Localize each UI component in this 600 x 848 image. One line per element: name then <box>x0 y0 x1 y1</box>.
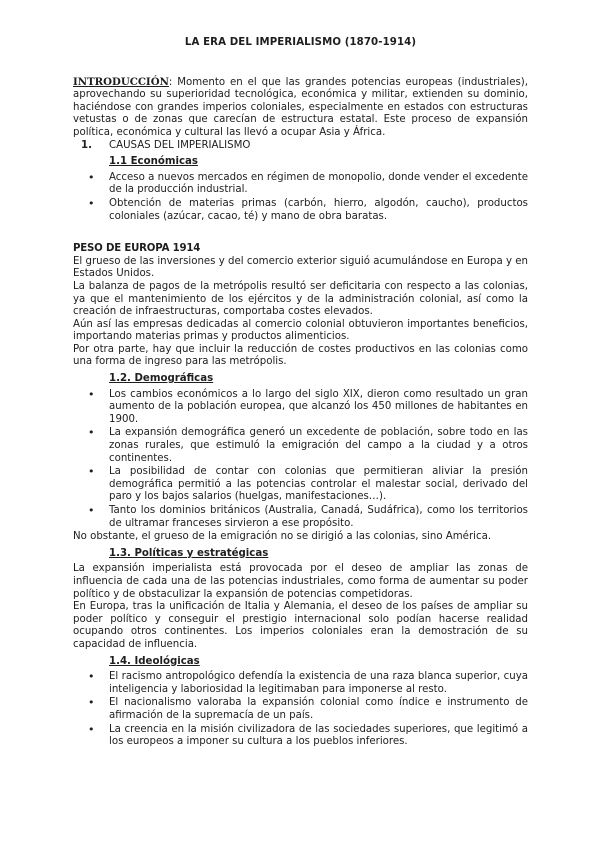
list-economicas <box>73 172 528 223</box>
document-page <box>73 37 528 750</box>
peso-paragraph: El grueso de las inversiones y del comercio exterior siguió acumulándose en Europa y en Estados Unidos. <box>73 255 528 280</box>
intro-label: INTRODUCCIÓN <box>73 75 169 88</box>
heading-ideologicas: 1.4. Ideológicas <box>109 655 200 667</box>
list-item: • La expansión demográfica generó un excedente de población, sobre todo en las zonas rurales, que estimuló la emigración del campo a la ciudad y a otros continentes. <box>73 427 528 465</box>
heading-demograficas: 1.2. Demográficas <box>109 373 214 385</box>
list-item: • Obtención de materias primas (carbón, hierro, algodón, caucho), productos coloniales (azúcar, cacao, té) y mano de obra baratas. <box>73 198 528 223</box>
intro-text: : Momento en el que las grandes potencias europeas (industriales), aprovechando su superioridad tecnológica, económica y militar, extienden su dominio, haciéndose con grandes imperios coloniales, especialmente en estados con estructuras vetustas o de zonas que carecían de estructura estatal. Este proceso de expansión política, económica y cultural las llevó a ocupar Asia y África. <box>73 76 528 138</box>
list-item: • La creencia en la misión civilizadora de las sociedades superiores, que legitimó a los europeos a imponer su cultura a los pueblos inferiores. <box>73 724 528 749</box>
list-item: • El racismo antropológico defendía la existencia de una raza blanca superior, cuya inteligencia y laboriosidad la legitimaban para imponerse al resto. <box>73 671 528 696</box>
heading-peso-europa: PESO DE EUROPA 1914 <box>73 243 201 255</box>
list-ideologicas <box>73 671 528 749</box>
peso-paragraph: La balanza de pagos de la metrópolis resultó ser deficitaria con respecto a las colonias, ya que el mantenimiento de los ejércitos y de la administración colonial, así como la creación de infraestructuras, comportaba costes elevados. <box>73 280 528 318</box>
list-item: • Los cambios económicos a lo largo del siglo XIX, dieron como resultado un gran aumento de la población europea, que alcanzó los 450 millones de habitantes en 1900. <box>73 389 528 427</box>
peso-paragraph: Aún así las empresas dedicadas al comercio colonial obtuvieron importantes beneficios, importando materias primas y productos alimenticios. <box>73 318 528 343</box>
list-demograficas <box>73 389 528 531</box>
heading-economicas: 1.1 Económicas <box>109 156 198 168</box>
peso-paragraph: Por otra parte, hay que incluir la reducción de costes productivos en las colonias como una forma de ingreso para las metrópolis. <box>73 343 528 368</box>
heading-politicas: 1.3. Políticas y estratégicas <box>109 547 269 559</box>
causas-number: 1. <box>81 139 92 151</box>
section-causas-heading <box>81 140 528 153</box>
list-item: • Tanto los dominios británicos (Australia, Canadá, Sudáfrica), como los territorios de ultramar franceses sirvieron a ese propósito. <box>73 505 528 530</box>
list-item: • La posibilidad de contar con colonias que permitieran aliviar la presión demográfica permitió a las potencias controlar el malestar social, derivado del paro y los bajos salarios (huelgas, manifestaciones…). <box>73 466 528 504</box>
politicas-paragraph: En Europa, tras la unificación de Italia y Alemania, el deseo de los países de ampliar su poder político y conseguir el prestigio internacional solo podían hacerse realidad ocupando otros continentes. Los imperios coloniales eran la demostración de su capacidad de influencia. <box>73 601 528 650</box>
causas-label: CAUSAS DEL IMPERIALISMO <box>109 139 251 151</box>
document-title: LA ERA DEL IMPERIALISMO (1870-1914) <box>184 37 417 48</box>
demograficas-note: No obstante, el grueso de la emigración no se dirigió a las colonias, sino América. <box>73 531 492 543</box>
intro-paragraph <box>73 76 528 140</box>
list-item: • Acceso a nuevos mercados en régimen de monopolio, donde vender el excedente de la producción industrial. <box>73 172 528 197</box>
list-item: • El nacionalismo valoraba la expansión colonial como índice e instrumento de afirmación de la supremacía de un país. <box>73 697 528 722</box>
politicas-paragraph: La expansión imperialista está provocada por el deseo de ampliar las zonas de influencia de cada una de las potencias industriales, como forma de aumentar su poder político y de obstaculizar la expansión de potencias competidoras. <box>73 563 528 600</box>
